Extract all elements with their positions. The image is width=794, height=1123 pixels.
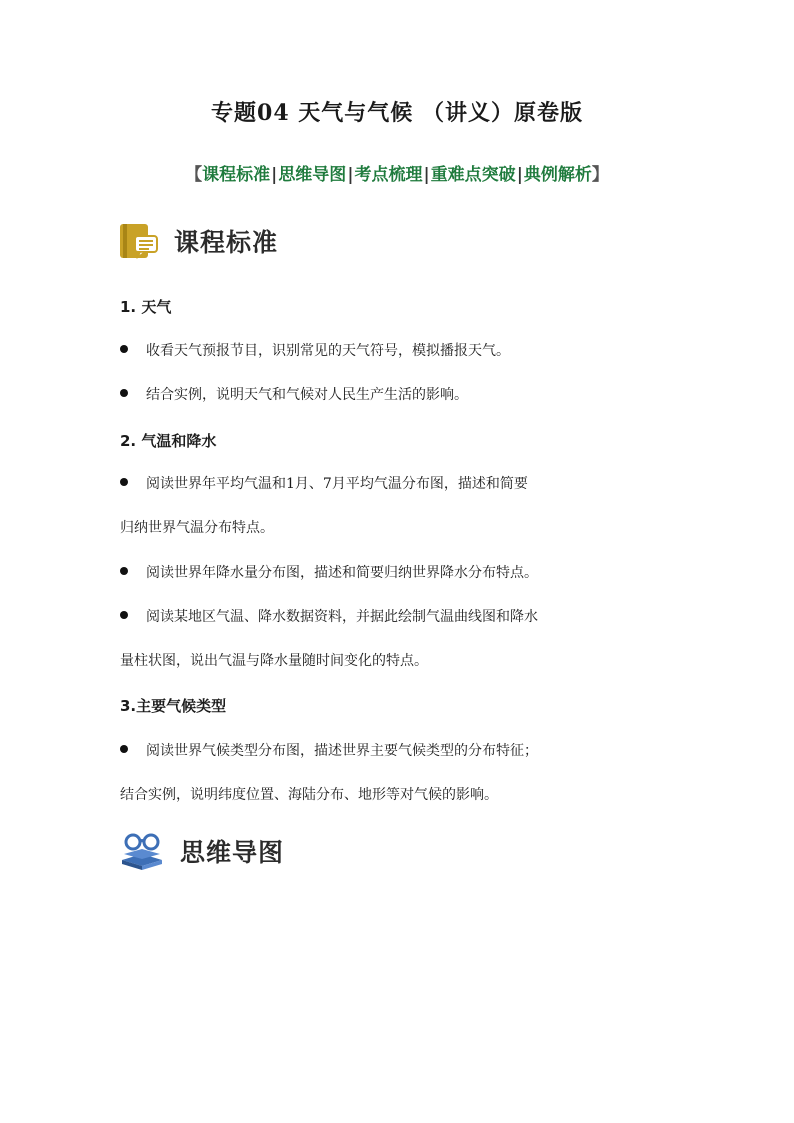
list-item-continuation: 结合实例，说明纬度位置、海陆分布、地形等对气候的影响。 xyxy=(120,787,498,803)
subheading-weather: 1. 天气 xyxy=(120,298,172,316)
nav-item-course-standard: 课程标准 xyxy=(202,165,271,185)
list-item xyxy=(120,474,680,494)
document-title: 专题04 天气与气候 （讲义）原卷版 xyxy=(211,100,583,126)
bullet-icon xyxy=(120,567,128,575)
list-item-continuation: 量柱状图，说出气温与降水量随时间变化的特点。 xyxy=(120,653,428,669)
nav-item-key-points: 考点梳理 xyxy=(354,165,423,185)
nav-separator: | xyxy=(423,165,430,185)
section-heading-text: 课程标准 xyxy=(174,228,279,257)
bullet-icon xyxy=(120,345,128,353)
nav-item-difficulties: 重难点突破 xyxy=(430,165,516,185)
section-heading-mind-map xyxy=(118,830,284,872)
bullet-icon xyxy=(120,478,128,486)
bullet-icon xyxy=(120,611,128,619)
section-nav xyxy=(0,160,794,185)
section-heading-text: 思维导图 xyxy=(180,838,285,867)
section-heading-course-standard xyxy=(118,220,278,262)
list-item-text: 收看天气预报节目，识别常见的天气符号，模拟播报天气。 xyxy=(146,343,510,359)
list-item-continuation: 归纳世界气温分布特点。 xyxy=(120,520,274,536)
nav-item-mind-map: 思维导图 xyxy=(278,165,347,185)
subheading-climate-types: 3.主要气候类型 xyxy=(120,697,227,715)
list-item-text: 阅读某地区气温、降水数据资料，并据此绘制气温曲线图和降水 xyxy=(146,609,538,625)
books-glasses-icon xyxy=(118,830,166,872)
list-item xyxy=(120,741,680,761)
list-item xyxy=(120,607,680,627)
book-chat-icon xyxy=(118,220,160,262)
list-item-text: 阅读世界气候类型分布图，描述世界主要气候类型的分布特征； xyxy=(146,743,538,759)
nav-separator: | xyxy=(516,165,523,185)
bullet-icon xyxy=(120,389,128,397)
nav-item-examples: 典例解析 xyxy=(523,165,592,185)
list-item xyxy=(120,385,680,405)
nav-separator: | xyxy=(271,165,278,185)
list-item-text: 结合实例，说明天气和气候对人民生产生活的影响。 xyxy=(146,387,468,403)
list-item-text: 阅读世界年降水量分布图，描述和简要归纳世界降水分布特点。 xyxy=(146,565,538,581)
bullet-icon xyxy=(120,745,128,753)
nav-close-bracket: 】 xyxy=(591,165,609,185)
list-item xyxy=(120,563,680,583)
nav-separator: | xyxy=(347,165,354,185)
list-item-text: 阅读世界年平均气温和1月、7月平均气温分布图，描述和简要 xyxy=(146,476,528,492)
list-item xyxy=(120,341,680,361)
subheading-temp-precip: 2. 气温和降水 xyxy=(120,432,217,450)
nav-open-bracket: 【 xyxy=(185,165,203,185)
